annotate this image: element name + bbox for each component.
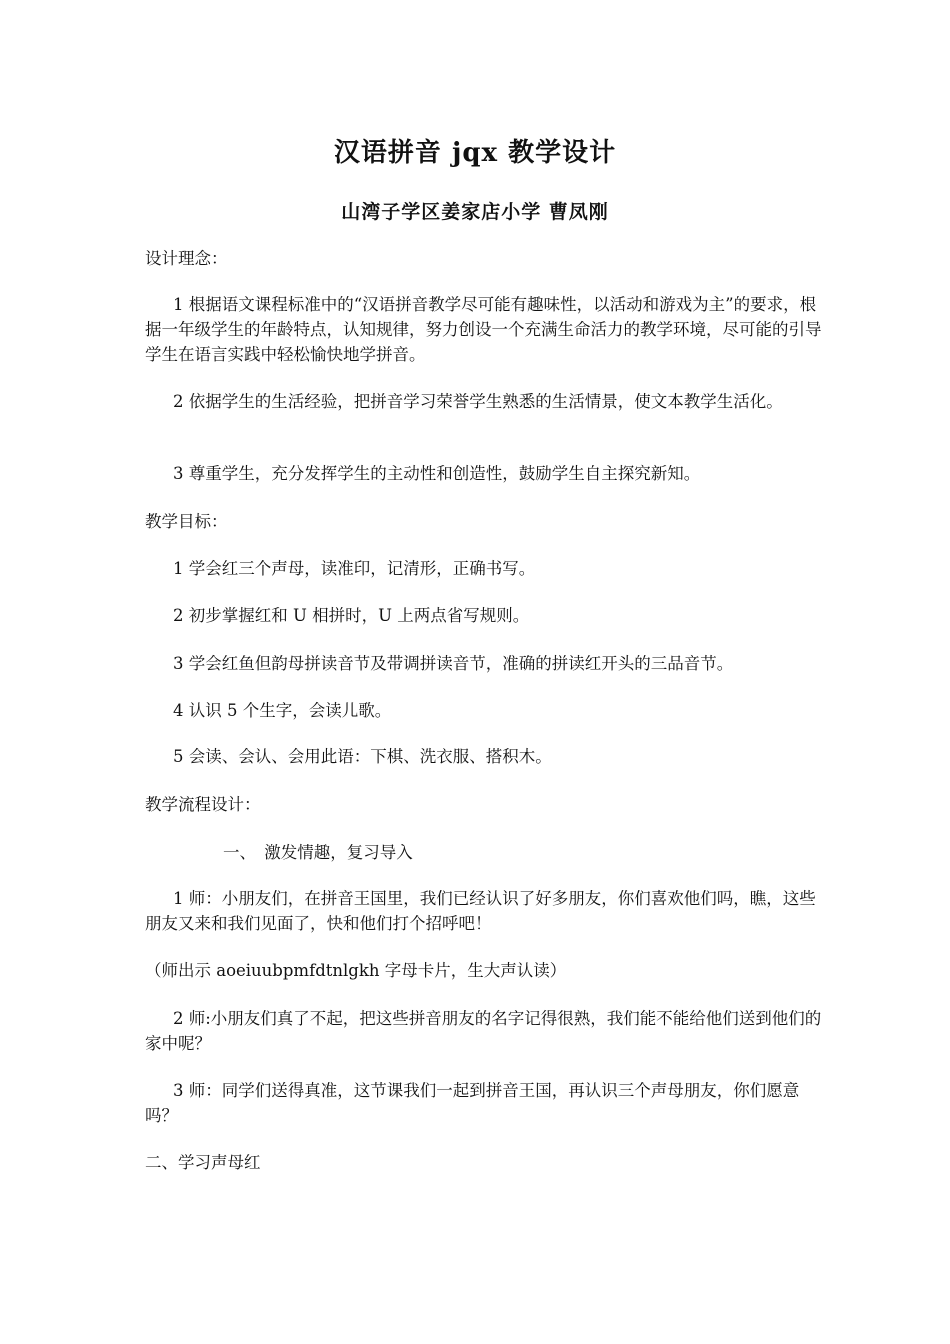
paragraph-goal-1: 1 学会红三个声母，读准印，记清形，正确书写。 xyxy=(173,559,536,578)
document-title: 汉语拼音 jqx 教学设计 xyxy=(333,138,617,168)
document-subtitle: 山湾子学区姜家店小学 曹凤刚 xyxy=(341,201,609,223)
section-heading-teaching-flow: 教学流程设计： xyxy=(145,795,261,814)
paragraph-concept-3: 3 尊重学生，充分发挥学生的主动性和创造性，鼓励学生自主探究新知。 xyxy=(173,464,701,483)
paragraph-goal-2: 2 初步掌握红和 U 相拼时，U 上两点省写规则。 xyxy=(173,606,530,625)
paragraph-step-1-item-1: 1 师：小朋友们，在拼音王国里，我们已经认识了好多朋友，你们喜欢他们吗，瞧，这些朋友又来和我们见面了，快和他们打个招呼吧！ xyxy=(145,889,816,933)
paragraph-step-1-item-2: 2 师:小朋友们真了不起，把这些拼音朋友的名字记得很熟，我们能不能给他们送到他们的家中呢？ xyxy=(145,1009,822,1053)
section-heading-teaching-goals: 教学目标： xyxy=(145,512,228,531)
section-heading-design-concept: 设计理念： xyxy=(145,249,228,268)
paragraph-goal-5: 5 会读、会认、会用此语：下棋、洗衣服、搭积木。 xyxy=(173,747,552,766)
paragraph-concept-2: 2 依据学生的生活经验，把拼音学习荣誉学生熟悉的生活情景，使文本教学生活化。 xyxy=(173,392,783,411)
paragraph-concept-1: 1 根据语文课程标准中的“汉语拼音教学尽可能有趣味性，以活动和游戏为主”的要求，根据一年级学生的年龄特点，认知规律，努力创设一个充满生命活力的教学环境，尽可能的引导学生在语言实践中轻松愉快地学拼音。 xyxy=(145,295,822,364)
subheading-step-1: 一、 激发情趣，复习导入 xyxy=(223,843,413,862)
paragraph-goal-3: 3 学会红鱼但韵母拼读音节及带调拼读音节，准确的拼读红开头的三品音节。 xyxy=(173,654,734,673)
paragraph-step-1-note: （师出示 aoeiuubpmfdtnlgkh 字母卡片，生大声认读） xyxy=(145,961,567,980)
paragraph-step-1-item-3: 3 师：同学们送得真准，这节课我们一起到拼音王国，再认识三个声母朋友，你们愿意吗？ xyxy=(145,1081,800,1125)
paragraph-goal-4: 4 认识 5 个生字，会读儿歌。 xyxy=(173,701,392,720)
section-heading-learn-initial: 二、学习声母红 xyxy=(145,1153,261,1172)
